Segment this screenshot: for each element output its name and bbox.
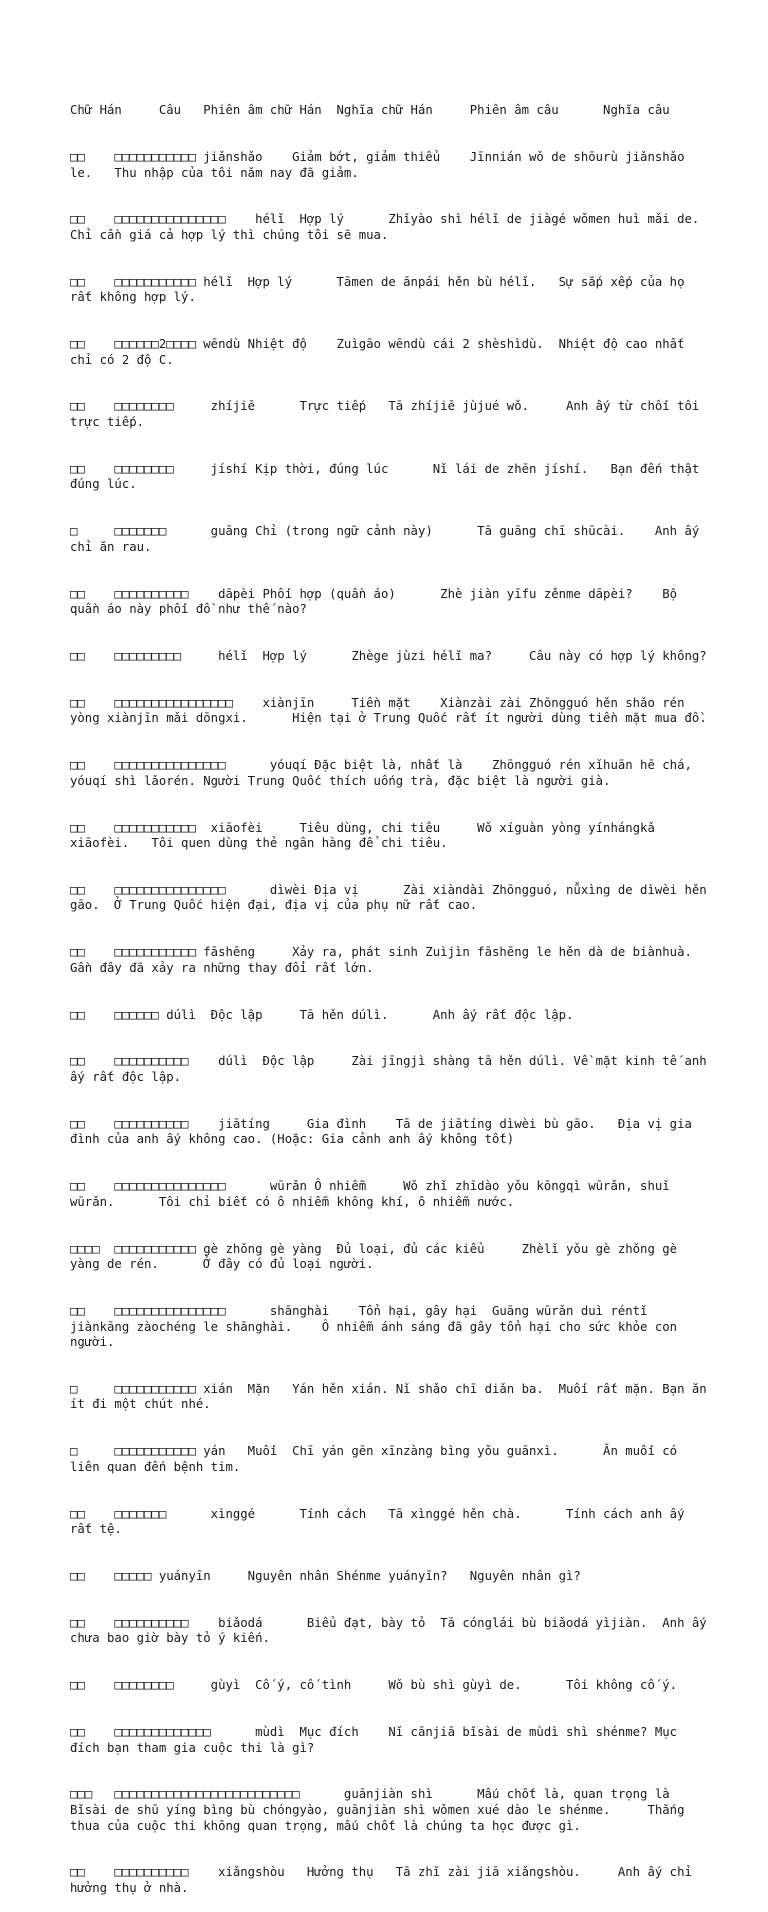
- entry-row: □□ □□□□□□□□□□ biǎodá Biểu đạt, bày tỏ Tā cónglái bù biǎodá yìjiàn. Anh ấy chưa bao giờ bày tỏ ý kiến.: [70, 1615, 715, 1646]
- entry-row: □□ □□□□□□□ xìnggé Tính cách Tā xìnggé hěn chà. Tính cách anh ấy rất tệ.: [70, 1506, 692, 1537]
- entry-row: □□ □□□□□□□□□□ dúlì Độc lập Zài jīngjì shàng tā hěn dúlì. Về mặt kinh tế anh ấy rất độc lập.: [70, 1054, 715, 1084]
- entry-row: □□ □□□□□□□□□□□□□□□ yóuqí Đặc biệt là, nhất là Zhōngguó rén xǐhuān hē chá, yóuqí shì lǎorén. Người Trung Quốc thích uống trà, đặc biệt là người già.: [70, 758, 700, 788]
- entry-row: □□ □□□□□□□□□□□□□ mùdì Mục đích Nǐ cānjiā bǐsài de mùdì shì shénme? Mục đích bạn tham gia cuộc thi là gì?: [70, 1724, 685, 1755]
- entry-row: □□ □□□□□□□□□□□ hélǐ Hợp lý Tāmen de ānpái hěn bù hélǐ. Sự sắp xếp của họ rất không hợp lý.: [70, 274, 692, 305]
- entry-row: □□ □□□□□□2□□□□ wēndù Nhiệt độ Zuìgāo wēndù cái 2 shèshìdù. Nhiệt độ cao nhất chỉ có 2 độ C.: [70, 337, 692, 367]
- entry-row: □□ □□□□□□□□□□□□□□□ shānghài Tổn hại, gây hại Guāng wūrǎn duì réntǐ jiànkāng zàochéng le shānghài. Ô nhiễm ánh sáng đã gây tổn hại cho sức khỏe con người.: [70, 1303, 685, 1350]
- entry-row: □□ □□□□□□□□□□□ jiǎnshǎo Giảm bớt, giảm thiểu Jīnnián wǒ de shōurù jiǎnshǎo le. Thu nhập của tôi năm nay đã giảm.: [70, 149, 692, 180]
- entry-row: □ □□□□□□□□□□□ yán Muối Chī yán gēn xīnzàng bìng yǒu guānxì. Ăn muối có liên quan đến bệnh tim.: [70, 1444, 685, 1474]
- entry-row: □ □□□□□□□□□□□ xián Mặn Yán hěn xián. Nǐ shǎo chī diǎn ba. Muối rất mặn. Bạn ăn ít đi một chút nhé.: [70, 1381, 715, 1412]
- entry-row: □□ □□□□□□□□□□□□□□□ dìwèi Địa vị Zài xiàndài Zhōngguó, nǚxìng de dìwèi hěn gāo. Ở Trung Quốc hiện đại, địa vị của phụ nữ rất cao.: [70, 882, 715, 913]
- entry-row: □□ □□□□□□□□ gùyì Cố ý, cố tình Wǒ bù shì gùyì de. Tôi không cố ý.: [70, 1678, 678, 1693]
- entry-row: □□ □□□□□□□□□□□□□□□ wūrǎn Ô nhiễm Wǒ zhǐ zhīdào yǒu kōngqì wūrǎn, shuǐ wūrǎn. Tôi chỉ biết có ô nhiễm không khí, ô nhiễm nước.: [70, 1179, 678, 1209]
- entry-row: □□ □□□□□□□□□□□□□□□□ xiànjīn Tiền mặt Xiànzài zài Zhōngguó hěn shǎo rén yòng xiànjīn mǎi dōngxi. Hiện tại ở Trung Quốc rất ít người dùng tiền mặt mua đồ.: [70, 695, 707, 726]
- entry-row: □□ □□□□□□□□□□□□□□□ hélǐ Hợp lý Zhǐyào shì hélǐ de jiàgé wǒmen huì mǎi de. Chỉ cần giá cả hợp lý thì chúng tôi sẽ mua.: [70, 212, 715, 242]
- entry-row: □□ □□□□□□□□□□ jiātíng Gia đình Tā de jiātíng dìwèi bù gāo. Địa vị gia đình của anh ấy không cao. (Hoặc: Gia cảnh anh ấy không tốt): [70, 1116, 700, 1147]
- entry-row: □□ □□□□□ yuányīn Nguyên nhân Shénme yuányīn? Nguyên nhân gì?: [70, 1569, 581, 1583]
- vocabulary-document: [70, 72, 722, 1912]
- entry-row: □□ □□□□□□□□ zhíjiē Trực tiếp Tā zhíjiē jùjué wǒ. Anh ấy từ chối tôi trực tiếp.: [70, 399, 707, 430]
- entry-row: □□□□ □□□□□□□□□□□ gè zhǒng gè yàng Đủ loại, đủ các kiểu Zhèlǐ yǒu gè zhǒng gè yàng de rén. Ở đây có đủ loại người.: [70, 1241, 685, 1272]
- entry-row: □□□ □□□□□□□□□□□□□□□□□□□□□□□□□ guānjiàn shì Mấu chốt là, quan trọng là Bǐsài de shū yíng bìng bù chóngyào, guānjiàn shì wǒmen xué dào le shénme. Thắng thua của cuộc thi không quan trọng, mấu chốt là chúng ta học được gì.: [70, 1787, 700, 1833]
- entry-row: □□ □□□□□□□□□□□ xiāofèi Tiêu dùng, chi tiêu Wǒ xíguàn yòng yínhángkǎ xiāofèi. Tôi quen dùng thẻ ngân hàng để chi tiêu.: [70, 820, 663, 851]
- entry-row: □□ □□□□□□□□□ hélǐ Hợp lý Zhège jùzi hélǐ ma? Câu này có hợp lý không?: [70, 648, 707, 663]
- entry-row: □□ □□□□□□□□□□□ fāshēng Xảy ra, phát sinh Zuìjìn fāshēng le hěn dà de biànhuà. Gần đây đã xảy ra những thay đổi rất lớn.: [70, 945, 722, 975]
- entry-row: □ □□□□□□□ guāng Chỉ (trong ngữ cảnh này) Tā guāng chī shūcài. Anh ấy chỉ ăn rau.: [70, 524, 707, 554]
- entry-row: □□ □□□□□□□□□□ xiǎngshòu Hưởng thụ Tā zhǐ zài jiā xiǎngshòu. Anh ấy chỉ hưởng thụ ở nhà.: [70, 1865, 700, 1895]
- entry-row: □□ □□□□□□□□ jíshí Kịp thời, đúng lúc Nǐ lái de zhēn jíshí. Bạn đến thật đúng lúc.: [70, 461, 707, 492]
- column-header: Chữ Hán Câu Phiên âm chữ Hán Nghĩa chữ Hán Phiên âm câu Nghĩa câu: [70, 103, 670, 118]
- entry-row: □□ □□□□□□□□□□ dāpèi Phối hợp (quần áo) Zhè jiàn yīfu zěnme dāpèi? Bộ quần áo này phối đồ như thế nào?: [70, 586, 685, 617]
- entry-row: □□ □□□□□□ dúlì Độc lập Tā hěn dúlì. Anh ấy rất độc lập.: [70, 1007, 574, 1022]
